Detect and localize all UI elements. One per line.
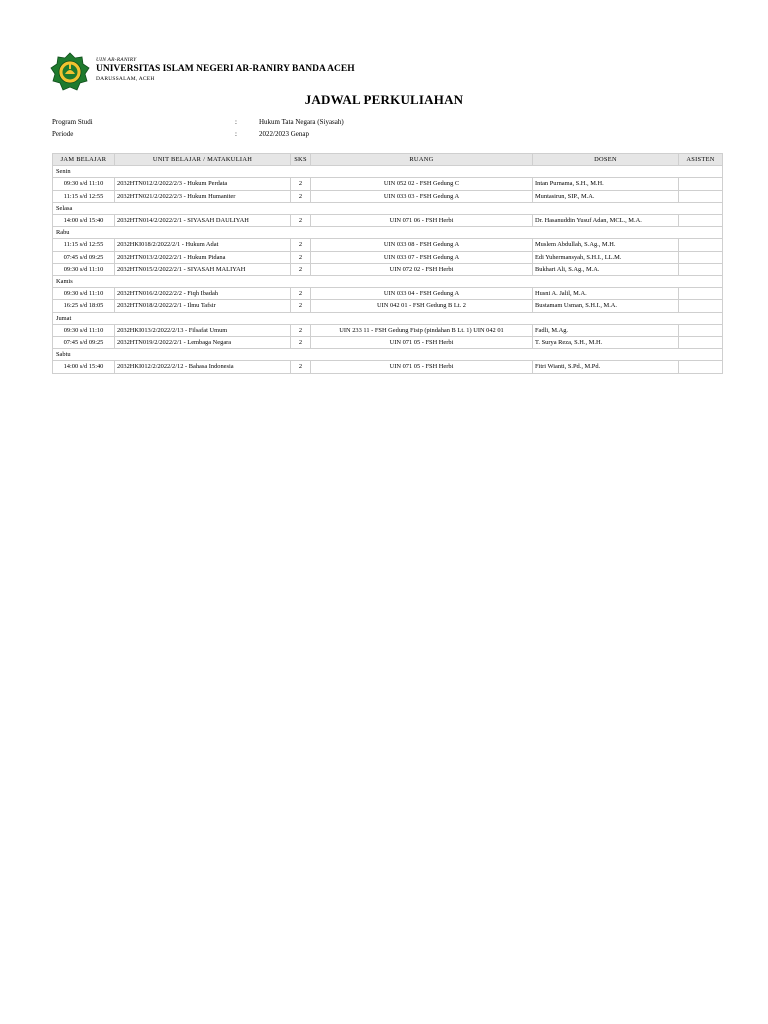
- cell-jam: 14:00 s/d 15:40: [53, 215, 115, 227]
- column-header-asisten: ASISTEN: [679, 154, 723, 166]
- cell-unit: 2032HKI018/2/2022/2/1 - Hukum Adat: [115, 239, 291, 251]
- cell-sks: 2: [291, 288, 311, 300]
- cell-sks: 2: [291, 361, 311, 373]
- info-colon: :: [235, 118, 237, 126]
- cell-unit: 2032HTN012/2/2022/2/3 - Hukum Perdata: [115, 178, 291, 190]
- table-body: [53, 166, 723, 373]
- table-row: [53, 288, 723, 300]
- cell-dosen: Bustamam Usman, S.H.I., M.A.: [533, 300, 679, 312]
- table-row: [53, 263, 723, 275]
- cell-asisten: [679, 239, 723, 251]
- cell-ruang: UIN 033 08 - FSH Gedung A: [311, 239, 533, 251]
- column-header-unit: UNIT BELAJAR / MATAKULIAH: [115, 154, 291, 166]
- university-logo-icon: [50, 52, 90, 92]
- cell-asisten: [679, 361, 723, 373]
- cell-dosen: Dr. Hasanuddin Yusuf Adan, MCL., M.A.: [533, 215, 679, 227]
- day-label: Kamis: [53, 276, 723, 288]
- cell-sks: 2: [291, 239, 311, 251]
- cell-jam: 07:45 s/d 09:25: [53, 337, 115, 349]
- cell-asisten: [679, 300, 723, 312]
- cell-asisten: [679, 190, 723, 202]
- table-header: [53, 154, 723, 166]
- day-row: [53, 202, 723, 214]
- cell-ruang: UIN 042 01 - FSH Gedung B Lt. 2: [311, 300, 533, 312]
- column-header-dosen: DOSEN: [533, 154, 679, 166]
- cell-ruang: UIN 052 02 - FSH Gedung C: [311, 178, 533, 190]
- cell-sks: 2: [291, 324, 311, 336]
- column-header-ruang: RUANG: [311, 154, 533, 166]
- cell-dosen: Muntasirun, SIP., M.A.: [533, 190, 679, 202]
- table-row: [53, 251, 723, 263]
- cell-unit: 2032HTN015/2/2022/2/1 - SIYASAH MALIYAH: [115, 263, 291, 275]
- day-label: Rabu: [53, 227, 723, 239]
- cell-asisten: [679, 324, 723, 336]
- day-label: Selasa: [53, 202, 723, 214]
- cell-dosen: Fitri Wianti, S.Pd., M.Pd.: [533, 361, 679, 373]
- cell-ruang: UIN 071 05 - FSH Herbi: [311, 361, 533, 373]
- cell-jam: 14:00 s/d 15:40: [53, 361, 115, 373]
- day-label: Senin: [53, 166, 723, 178]
- cell-jam: 09:30 s/d 11:10: [53, 263, 115, 275]
- cell-jam: 09:30 s/d 11:10: [53, 324, 115, 336]
- cell-jam: 07:45 s/d 09:25: [53, 251, 115, 263]
- cell-sks: 2: [291, 178, 311, 190]
- university-short-name: UIN AR-RANIRY: [96, 57, 137, 63]
- cell-jam: 11:15 s/d 12:55: [53, 239, 115, 251]
- table-row: [53, 239, 723, 251]
- table-row: [53, 337, 723, 349]
- table-row: [53, 300, 723, 312]
- cell-ruang: UIN 071 06 - FSH Herbi: [311, 215, 533, 227]
- university-location: DARUSSALAM, ACEH: [96, 76, 155, 82]
- cell-unit: 2032HTN018/2/2022/2/1 - Ilmu Tafsir: [115, 300, 291, 312]
- cell-asisten: [679, 251, 723, 263]
- cell-dosen: T. Surya Reza, S.H., M.H.: [533, 337, 679, 349]
- cell-unit: 2032HKI012/2/2022/2/12 - Bahasa Indonesia: [115, 361, 291, 373]
- table-row: [53, 361, 723, 373]
- cell-ruang: UIN 233 11 - FSH Gedung Fisip (pindahan B Lt. 1) UIN 042 01: [311, 324, 533, 336]
- info-label: Periode: [52, 130, 74, 138]
- info-colon: :: [235, 130, 237, 138]
- table-header-row: [53, 154, 723, 166]
- cell-dosen: Muslem Abdullah, S.Ag., M.H.: [533, 239, 679, 251]
- university-header: [50, 52, 450, 92]
- day-row: [53, 276, 723, 288]
- schedule-table: [52, 153, 723, 374]
- day-row: [53, 349, 723, 361]
- cell-sks: 2: [291, 300, 311, 312]
- cell-asisten: [679, 215, 723, 227]
- cell-sks: 2: [291, 251, 311, 263]
- cell-jam: 11:15 s/d 12:55: [53, 190, 115, 202]
- day-label: Sabtu: [53, 349, 723, 361]
- table-row: [53, 178, 723, 190]
- cell-sks: 2: [291, 337, 311, 349]
- cell-sks: 2: [291, 263, 311, 275]
- cell-sks: 2: [291, 215, 311, 227]
- table-row: [53, 190, 723, 202]
- day-label: Jumat: [53, 312, 723, 324]
- cell-dosen: Edi Yuhermansyah, S.H.I., LL.M.: [533, 251, 679, 263]
- cell-dosen: Husni A. Jalil, M.A.: [533, 288, 679, 300]
- cell-dosen: Fadli, M.Ag.: [533, 324, 679, 336]
- page-title: JADWAL PERKULIAHAN: [304, 92, 464, 107]
- day-row: [53, 312, 723, 324]
- cell-jam: 09:30 s/d 11:10: [53, 288, 115, 300]
- cell-asisten: [679, 263, 723, 275]
- cell-ruang: UIN 033 07 - FSH Gedung A: [311, 251, 533, 263]
- cell-asisten: [679, 178, 723, 190]
- cell-ruang: UIN 033 04 - FSH Gedung A: [311, 288, 533, 300]
- column-header-jam: JAM BELAJAR: [53, 154, 115, 166]
- cell-ruang: UIN 072 02 - FSH Herbi: [311, 263, 533, 275]
- day-row: [53, 166, 723, 178]
- cell-dosen: Intan Purnama, S.H., M.H.: [533, 178, 679, 190]
- day-row: [53, 227, 723, 239]
- table-row: [53, 324, 723, 336]
- cell-unit: 2032HTN019/2/2022/2/1 - Lembaga Negara: [115, 337, 291, 349]
- cell-unit: 2032HTN021/2/2022/2/3 - Hukum Humaniter: [115, 190, 291, 202]
- cell-dosen: Bukhari Ali, S.Ag., M.A.: [533, 263, 679, 275]
- cell-unit: 2032HKI013/2/2022/2/13 - Filsafat Umum: [115, 324, 291, 336]
- cell-asisten: [679, 337, 723, 349]
- info-label: Program Studi: [52, 118, 93, 126]
- university-name: UNIVERSITAS ISLAM NEGERI AR-RANIRY BANDA ACEH: [96, 64, 355, 74]
- cell-ruang: UIN 071 05 - FSH Herbi: [311, 337, 533, 349]
- cell-sks: 2: [291, 190, 311, 202]
- cell-jam: 09:30 s/d 11:10: [53, 178, 115, 190]
- cell-unit: 2032HTN013/2/2022/2/1 - Hukum Pidana: [115, 251, 291, 263]
- cell-ruang: UIN 033 03 - FSH Gedung A: [311, 190, 533, 202]
- info-value: 2022/2023 Genap: [259, 130, 309, 138]
- cell-unit: 2032HTN014/2/2022/2/1 - SIYASAH DAULIYAH: [115, 215, 291, 227]
- cell-jam: 16:25 s/d 18:05: [53, 300, 115, 312]
- cell-asisten: [679, 288, 723, 300]
- info-value: Hukum Tata Negara (Siyasah): [259, 118, 344, 126]
- table-row: [53, 215, 723, 227]
- cell-unit: 2032HTN016/2/2022/2/2 - Fiqh Ibadah: [115, 288, 291, 300]
- column-header-sks: SKS: [291, 154, 311, 166]
